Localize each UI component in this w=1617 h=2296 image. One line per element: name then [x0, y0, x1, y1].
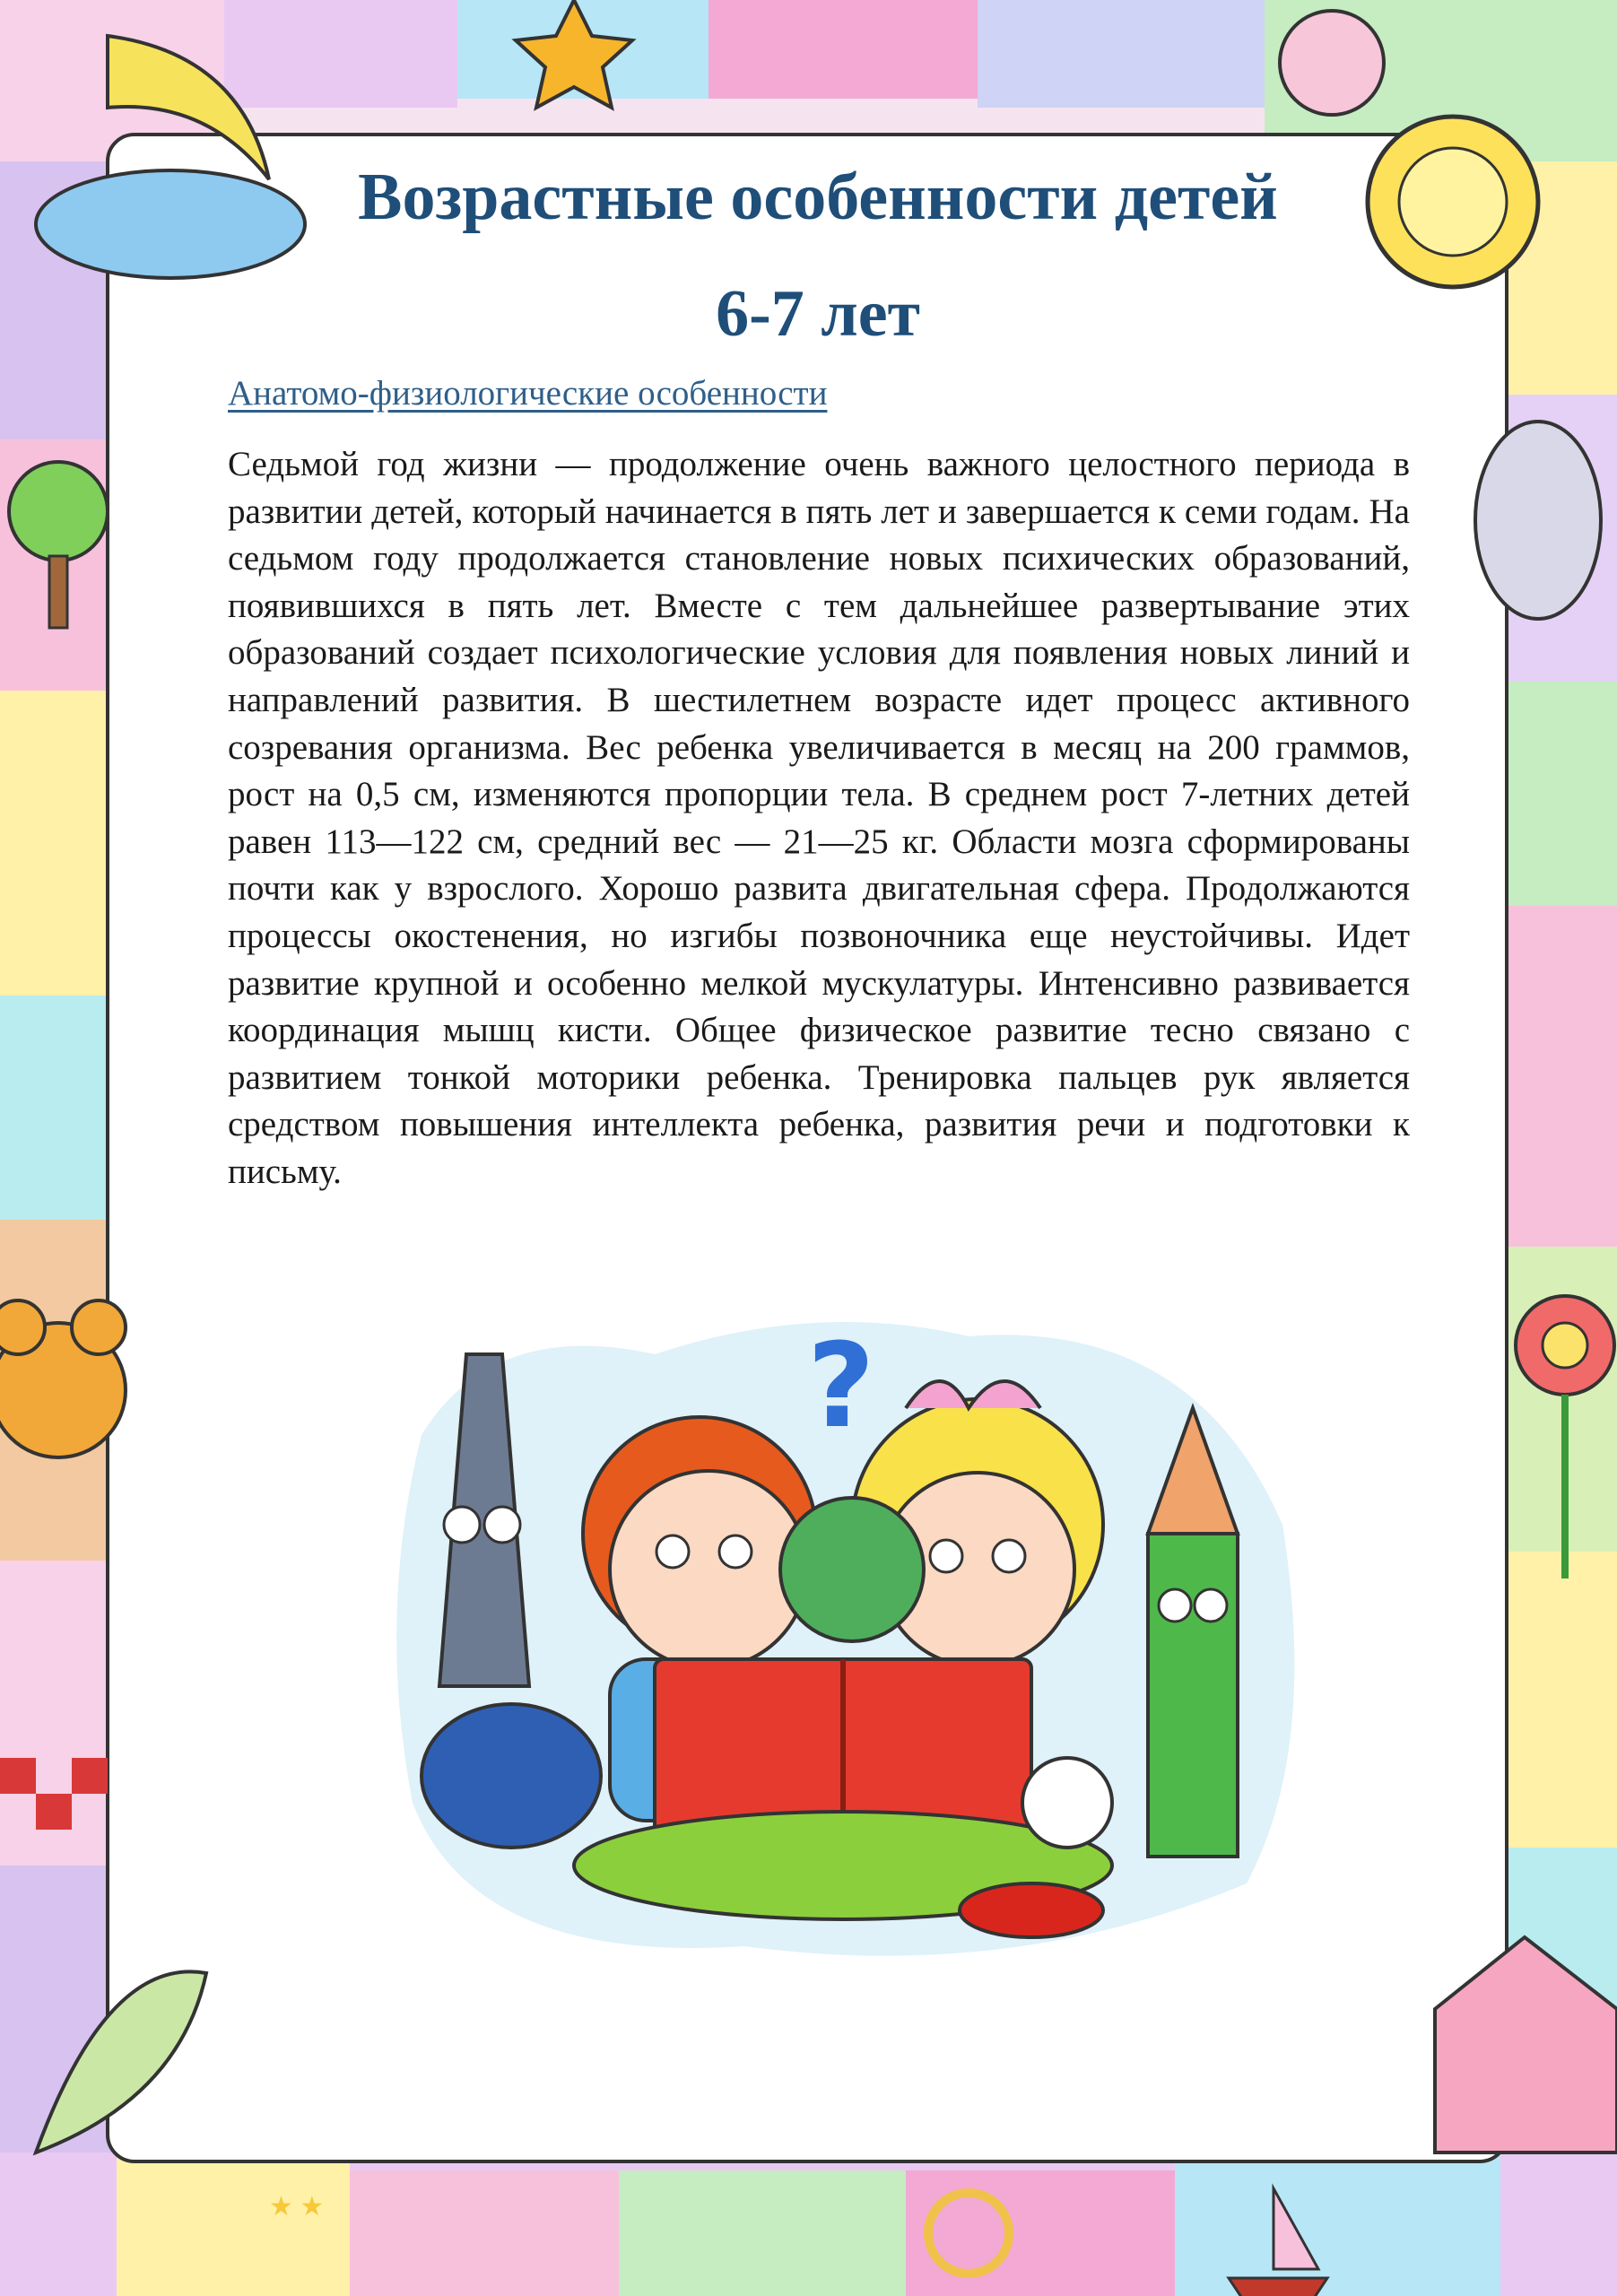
page-title-age: 6-7 лет [716, 277, 920, 351]
section-heading: Анатомо-физиологические особенности [228, 374, 828, 413]
red-shoe [960, 1883, 1103, 1937]
globe-icon [780, 1498, 924, 1641]
bunny-icon [1475, 422, 1601, 619]
question-mark-icon: ? [807, 1318, 875, 1454]
baby-face-icon [1280, 11, 1384, 115]
body-paragraph: Седьмой год жизни — продолжение очень важного целостного периода в развитии детей, который начинается в пять лет и завершается к семи годам. На седьмом году продолжается становление новых психических образований, появившихся в пять лет. Вместе с тем дальнейшее развертывание этих образований создает психологические условия для появления новых линий и направлений развития. В шестилетнем возрасте идет процесс активного созревания организма. Вес ребенка увеличивается в месяц на 200 граммов, рост на 0,5 см, изменяются пропорции тела. В среднем рост 7-летних детей равен 113—122 см, средний вес — 21—25 кг. Области мозга сформированы почти как у взрослого. Хорошо развита двигательная сфера. Продолжаются процессы окостенения, но изгибы позвоночника еще неустойчивы. Идет развитие крупной и особенно мелкой мускулатуры. Интенсивно развивается координация мышц кисти. Общее физическое развитие тесно связано с развитием тонкой моторики ребенка. Тренировка пальцев рук является средством повышения интеллекта ребенка, развития речи и подготовки к письму. [228, 445, 1410, 1191]
tree-icon [9, 462, 108, 561]
children-reading-illustration [386, 1300, 1309, 1982]
small-stars-icon: ★ ★ [269, 2192, 325, 2222]
soccer-ball-icon [1022, 1758, 1112, 1848]
inkwell-character [422, 1704, 601, 1848]
sailboat-icon [1229, 2278, 1327, 2296]
page-title: Возрастные особенности детей [358, 161, 1278, 234]
